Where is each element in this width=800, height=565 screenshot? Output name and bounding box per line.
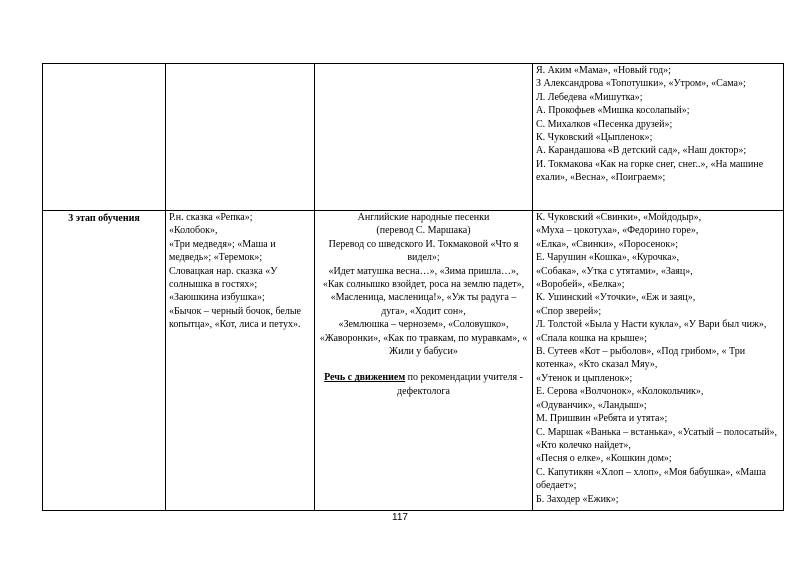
- list-item: Английские народные песенки: [357, 212, 490, 223]
- list-item: В. Сутеев «Кот – рыболов», «Под грибом», « Три котенка», «Кто сказал Мяу»,: [536, 346, 746, 371]
- list-item: А. Карандашова «В детский сад», «Наш доктор»;: [536, 145, 747, 157]
- list-item: «Муха – цокотуха», «Федорино горе»,: [536, 225, 699, 237]
- list-item: С. Михалков «Песенка друзей»;: [536, 118, 673, 130]
- list-item: «Три медведя»; «Маша и медведь»; «Теремок»;: [169, 238, 276, 264]
- list-item: М. Пришвин «Ребята и утята»;: [536, 413, 668, 425]
- list-item: «Утенок и цыпленок»;: [536, 372, 633, 384]
- list-item: К. Чуковский «Свинки», «Мойдодыр»,: [536, 212, 702, 223]
- list-item: «Колобок»,: [169, 225, 218, 237]
- list-item: Е. Чарушин «Кошка», «Курочка»,: [536, 252, 680, 264]
- list-item: Я. Аким «Мама», «Новый год»;: [536, 65, 671, 76]
- list-item: А. Прокофьев «Мишка косолапый»;: [536, 105, 690, 117]
- speech-title: Речь с движением: [324, 372, 406, 384]
- authors-cell: [533, 211, 784, 511]
- list-item: Б. Заходер «Ежик»;: [536, 493, 619, 505]
- list-item: Перевод со шведского И. Токмаковой «Что я видел»;: [328, 238, 519, 264]
- list-item: «Бычок – черный бочок, белые копытца», «Кот, лиса и петух».: [169, 305, 301, 331]
- list-item: З Александрова «Топотушки», «Утром», «Сама»;: [536, 78, 746, 90]
- list-item: «Спор зверей»;: [536, 305, 602, 317]
- songs-cell: [315, 211, 533, 511]
- list-item: «Воробей», «Белка»;: [536, 279, 625, 291]
- tales-cell: [166, 211, 315, 511]
- stage-label: 3 этап обучения: [43, 211, 166, 511]
- table-row: [43, 211, 784, 511]
- list-item: И. Токмакова «Как на горке снег, снег..», «На машине ехали», «Весна», «Поиграем»;: [536, 158, 764, 184]
- page-number: 117: [392, 512, 408, 523]
- list-item: (перевод С. Маршака): [376, 225, 471, 237]
- songs-cell-empty: [315, 64, 533, 211]
- list-item: К. Чуковский «Цыпленок»;: [536, 132, 653, 144]
- list-item: «Собака», «Утка с утятами», «Заяц»,: [536, 265, 693, 277]
- list-item: «Землюшка – чернозем», «Соловушко», «Жаворонки», «Как по травкам, по муравкам», « Жили у бабуси»: [319, 319, 528, 358]
- list-item: С. Капутикян «Хлоп – хлоп», «Моя бабушка», «Маша обедает»;: [536, 466, 766, 492]
- speech-rest: по рекомендации учителя - дефектолога: [397, 372, 523, 397]
- list-item: Р.н. сказка «Репка»;: [169, 212, 253, 223]
- list-item: Словацкая нар. сказка «У солнышка в гостях»;: [169, 265, 278, 291]
- tales-cell-empty: [166, 64, 315, 211]
- list-item: С. Маршак «Ванька – встанька», «Усатый – полосатый», «Кто колечко найдет»,: [536, 426, 777, 451]
- stage-cell-empty: [43, 64, 166, 211]
- authors-cell: [533, 64, 784, 211]
- spacer: [318, 358, 529, 371]
- list-item: Е. Серова «Волчонок», «Колокольчик»,: [536, 386, 704, 398]
- list-item: К. Ушинский «Уточки», «Еж и заяц»,: [536, 292, 696, 304]
- speech-note: [318, 371, 529, 398]
- list-item: «Как солнышко взойдет, роса на землю падет», «Масленица, масленица!», «Уж ты радуга – дуга», «Ходит сон»,: [322, 279, 525, 317]
- list-item: «Заюшкина избушка»;: [169, 292, 265, 304]
- list-item: «Идет матушка весна…», «Зима пришла…»,: [328, 265, 519, 277]
- table-row: [43, 64, 784, 211]
- list-item: Л. Толстой «Была у Насти кукла», «У Вари был чиж», «Спала кошка на крыше»;: [536, 319, 767, 344]
- list-item: «Елка», «Свинки», «Поросенок»;: [536, 238, 679, 250]
- list-item: Л. Лебедева «Мишутка»;: [536, 91, 643, 103]
- list-item: «Песня о елке», «Кошкин дом»;: [536, 453, 672, 465]
- literature-table: [42, 63, 784, 511]
- list-item: «Одуванчик», «Ландыш»;: [536, 399, 647, 411]
